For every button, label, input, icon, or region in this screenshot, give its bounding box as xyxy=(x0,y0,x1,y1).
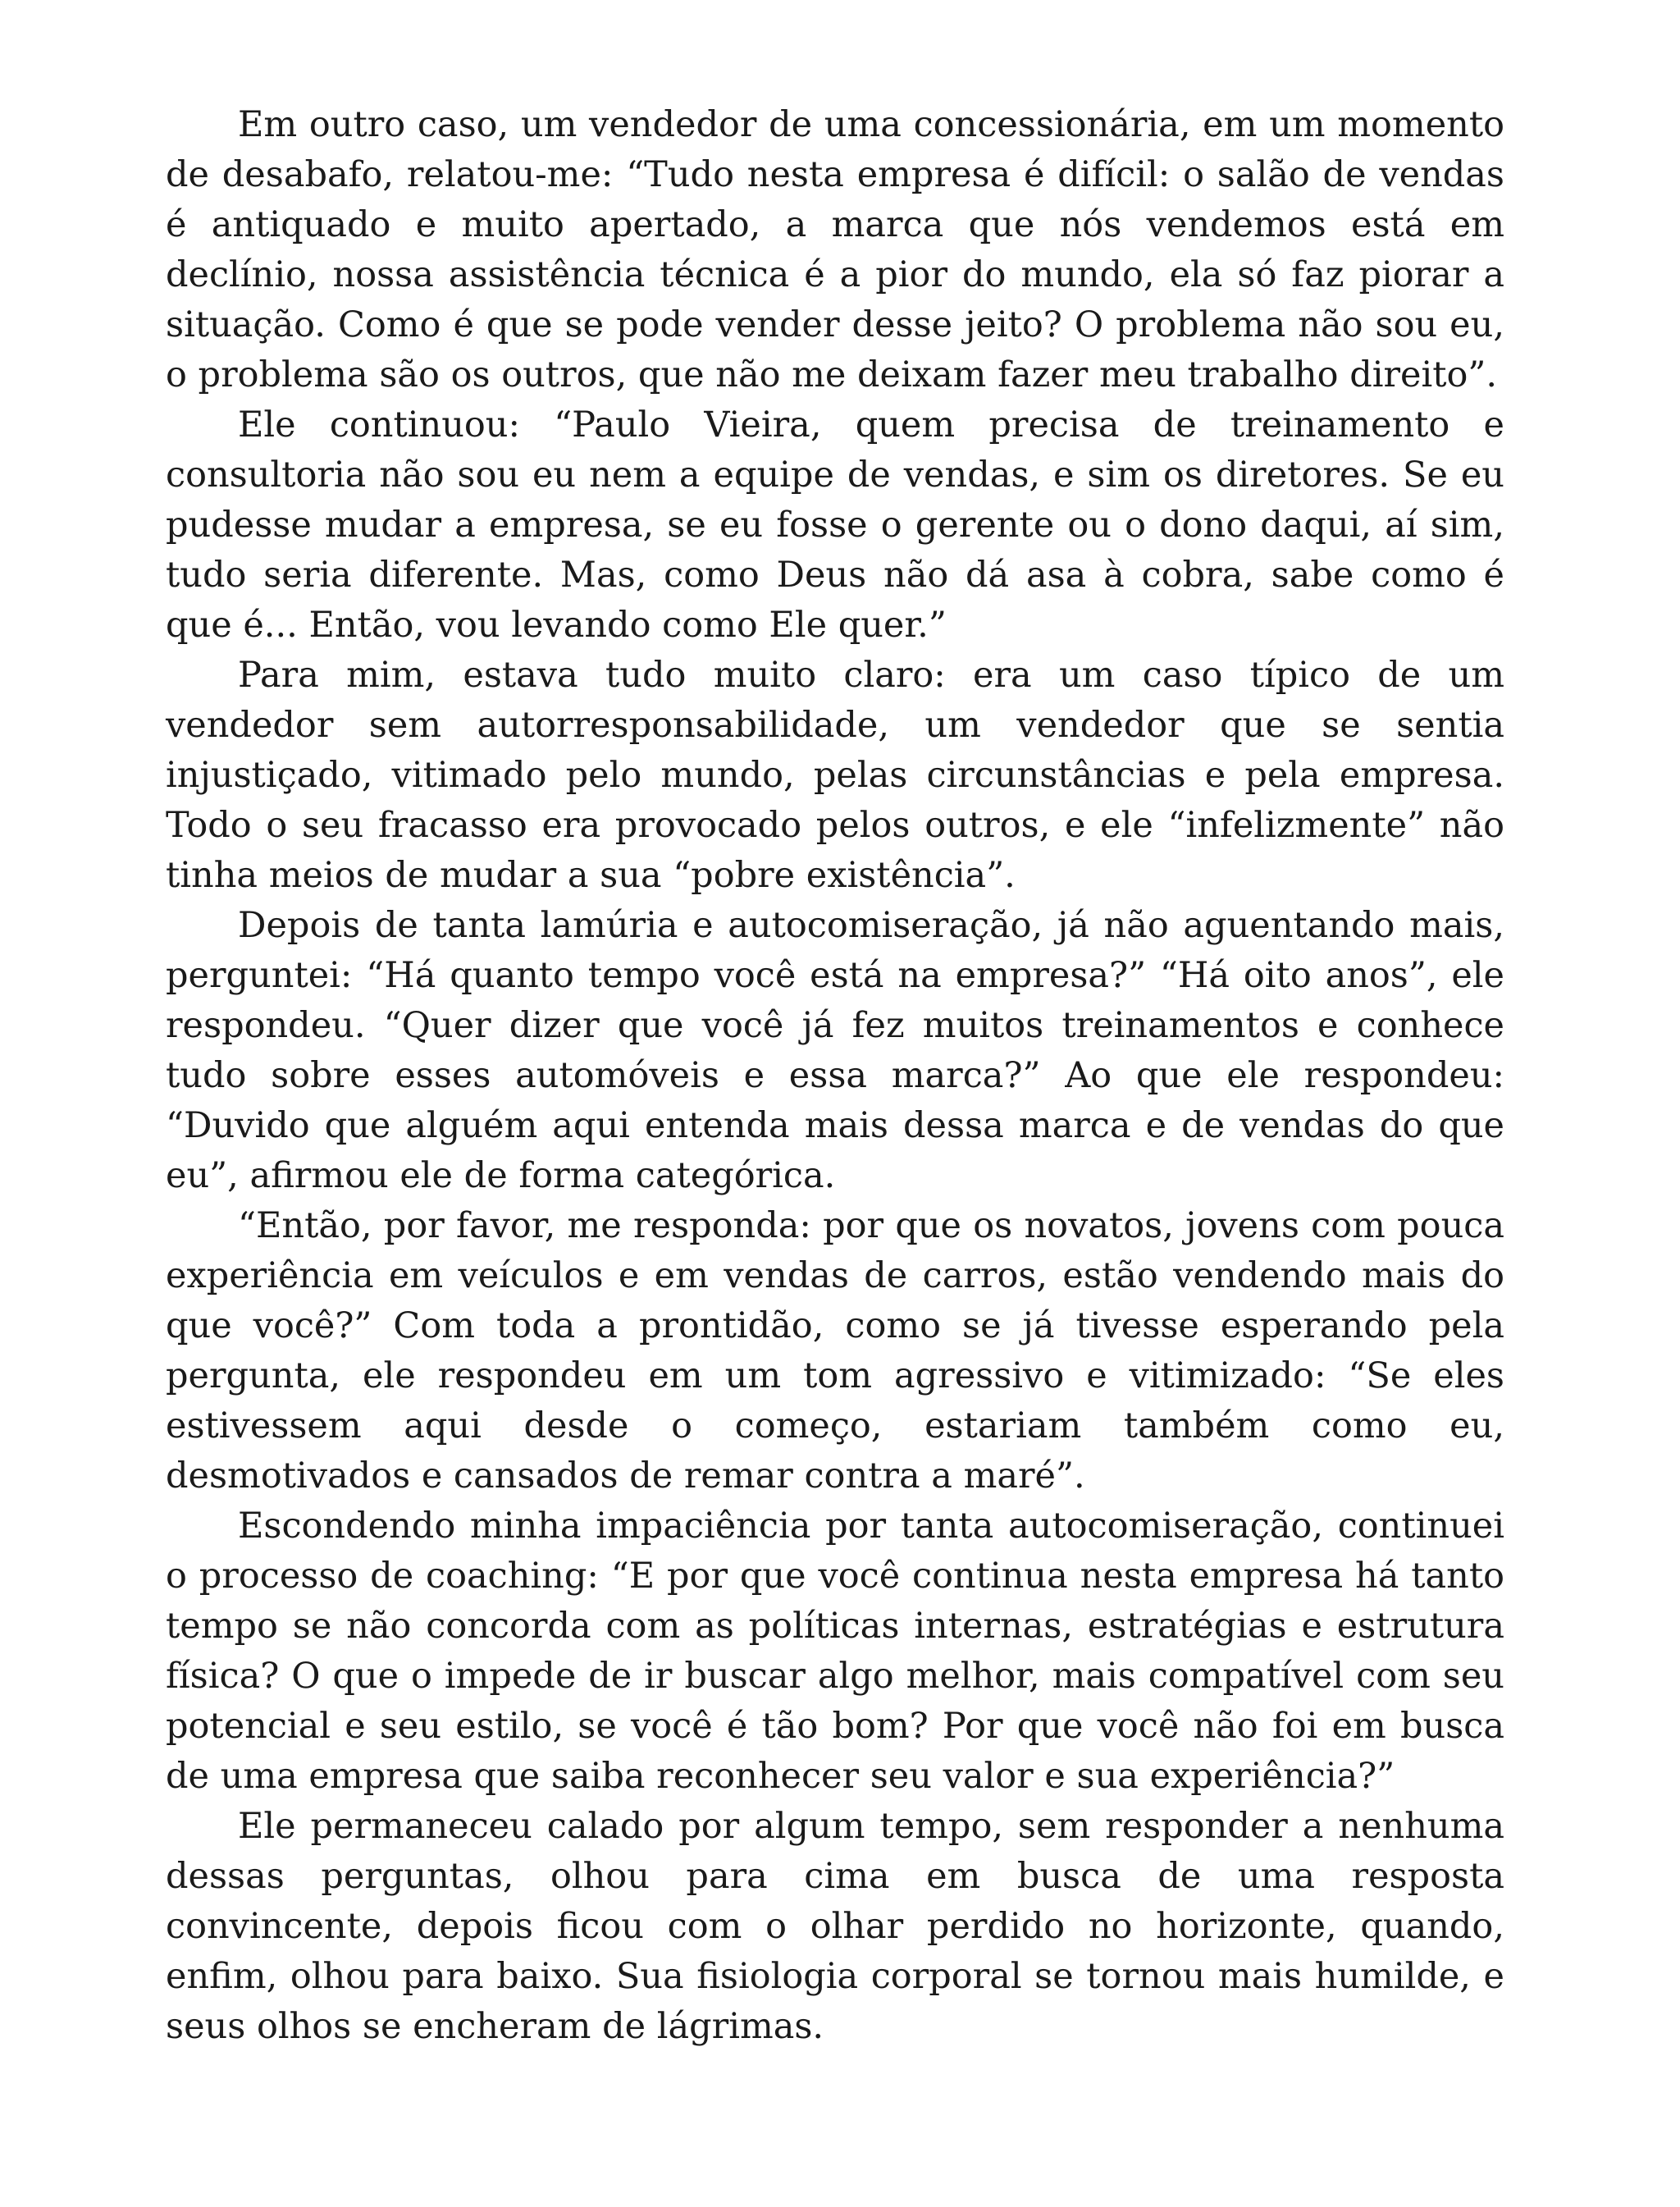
paragraph: Depois de tanta lamúria e autocomiseração, já não aguentando mais, perguntei: “Há quanto tempo você está na empresa?” “Há oito anos”, ele respondeu. “Quer dizer que você já fez muitos treinamentos e conhece tudo sobre esses automóveis e essa marca?” Ao que ele respondeu: “Duvido que alguém aqui entenda mais dessa marca e de vendas do que eu”, afirmou ele de forma categórica. xyxy=(166,905,1504,1196)
paragraph: Escondendo minha impaciência por tanta autocomiseração, continuei o processo de coaching: “E por que você continua nesta empresa há tanto tempo se não concorda com as políticas internas, estratégias e estrutura física? O que o impede de ir buscar algo melhor, mais compatível com seu potencial e seu estilo, se você é tão bom? Por que você não foi em busca de uma empresa que saiba reconhecer seu valor e sua experiência?” xyxy=(166,1506,1504,1797)
paragraph: Em outro caso, um vendedor de uma concessionária, em um momento de desabafo, relatou-me: “Tudo nesta empresa é difícil: o salão de vendas é antiquado e muito apertado, a marca que nós vendemos está em declínio, nossa assistência técnica é a pior do mundo, ela só faz piorar a situação. Como é que se pode vender desse jeito? O problema não sou eu, o problema são os outros, que não me deixam fazer meu trabalho direito”. xyxy=(166,104,1504,395)
paragraph: “Então, por favor, me responda: por que os novatos, jovens com pouca experiência em veículos e em vendas de carros, estão vendendo mais do que você?” Com toda a prontidão, como se já tivesse esperando pela pergunta, ele respondeu em um tom agressivo e vitimizado: “Se eles estivessem aqui desde o começo, estariam também como eu, desmotivados e cansados de remar contra a maré”. xyxy=(166,1205,1504,1496)
page-body xyxy=(166,100,1504,2052)
paragraph: Ele continuou: “Paulo Vieira, quem precisa de treinamento e consultoria não sou eu nem a equipe de vendas, e sim os diretores. Se eu pudesse mudar a empresa, se eu fosse o gerente ou o dono daqui, aí sim, tudo seria diferente. Mas, como Deus não dá asa à cobra, sabe como é que é... Então, vou levando como Ele quer.” xyxy=(166,404,1504,646)
paragraph: Para mim, estava tudo muito claro: era um caso típico de um vendedor sem autorresponsabilidade, um vendedor que se sentia injustiçado, vitimado pelo mundo, pelas circunstâncias e pela empresa. Todo o seu fracasso era provocado pelos outros, e ele “infelizmente” não tinha meios de mudar a sua “pobre existência”. xyxy=(166,655,1504,896)
paragraph: Ele permaneceu calado por algum tempo, sem responder a nenhuma dessas perguntas, olhou para cima em busca de uma resposta convincente, depois ficou com o olhar perdido no horizonte, quando, enfim, olhou para baixo. Sua fisiologia corporal se tornou mais humilde, e seus olhos se encheram de lágrimas. xyxy=(166,1806,1504,2047)
